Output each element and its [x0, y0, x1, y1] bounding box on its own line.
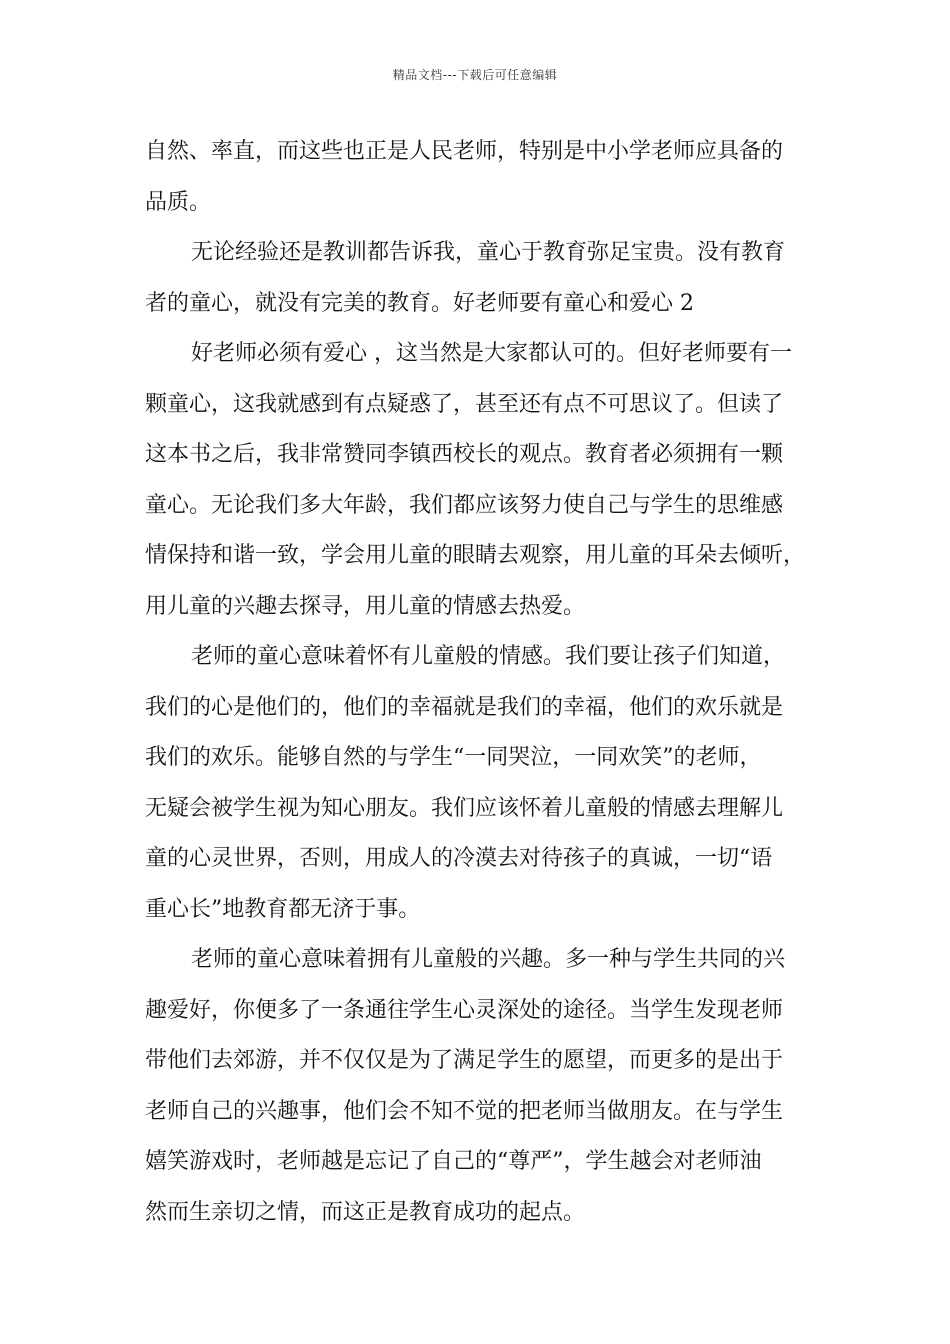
text-line: 无疑会被学生视为知心朋友。我们应该怀着儿童般的情感去理解儿 — [145, 795, 784, 821]
text-line: 童的心灵世界，否则，用成人的冷漠去对待孩子的真诚，一切“语 — [145, 846, 773, 871]
text-line: 这本书之后，我非常赞同李镇西校长的观点。教育者必须拥有一颗 — [145, 442, 784, 467]
document-body — [145, 127, 810, 1238]
text-line: 自然、率直，而这些也正是人民老师，特别是中小学老师应具备的 — [145, 139, 784, 164]
text-line: 无论经验还是教训都告诉我，童心于教育弥足宝贵。没有教育 — [191, 240, 786, 265]
text-line: 我们的欢乐。能够自然的与学生“一同哭泣，一同欢笑”的老师， — [145, 745, 762, 770]
text-line: 嬉笑游戏时，老师越是忘记了自己的“尊严”，学生越会对老师油 — [145, 1149, 762, 1174]
text-line: 重心长”地教育都无济于事。 — [145, 896, 421, 922]
text-line: 老师自己的兴趣事，他们会不知不觉的把老师当做朋友。在与学生 — [145, 1098, 784, 1124]
text-line: 老师的童心意味着怀有儿童般的情感。我们要让孩子们知道， — [191, 644, 786, 669]
text-line: 老师的童心意味着拥有儿童般的兴趣。多一种与学生共同的兴 — [191, 947, 786, 972]
text-line: 品质。 — [145, 189, 212, 215]
text-line: 趣爱好，你便多了一条通往学生心灵深处的途径。当学生发现老师 — [145, 997, 784, 1023]
page-header: 精品文档---下载后可任意编辑 — [392, 68, 558, 82]
text-line: 用儿童的兴趣去探寻，用儿童的情感去热爱。 — [145, 593, 586, 619]
text-line: 童心。无论我们多大年龄，我们都应该努力使自己与学生的思维感 — [145, 492, 784, 518]
text-line: 情保持和谐一致，学会用儿童的眼睛去观察，用儿童的耳朵去倾听， — [145, 543, 806, 568]
text-line: 然而生亲切之情，而这正是教育成功的起点。 — [145, 1199, 586, 1225]
text-line: 颗童心，这我就感到有点疑惑了，甚至还有点不可思议了。但读了 — [145, 391, 784, 417]
text-line: 好老师必须有爱心 ，这当然是大家都认可的。但好老师要有一 — [191, 341, 792, 366]
text-line: 带他们去郊游，并不仅仅是为了满足学生的愿望，而更多的是出于 — [145, 1048, 784, 1073]
text-line: 者的童心，就没有完美的教育。好老师要有童心和爱心 2 — [145, 290, 694, 316]
text-line: 我们的心是他们的，他们的幸福就是我们的幸福，他们的欢乐就是 — [145, 694, 784, 720]
